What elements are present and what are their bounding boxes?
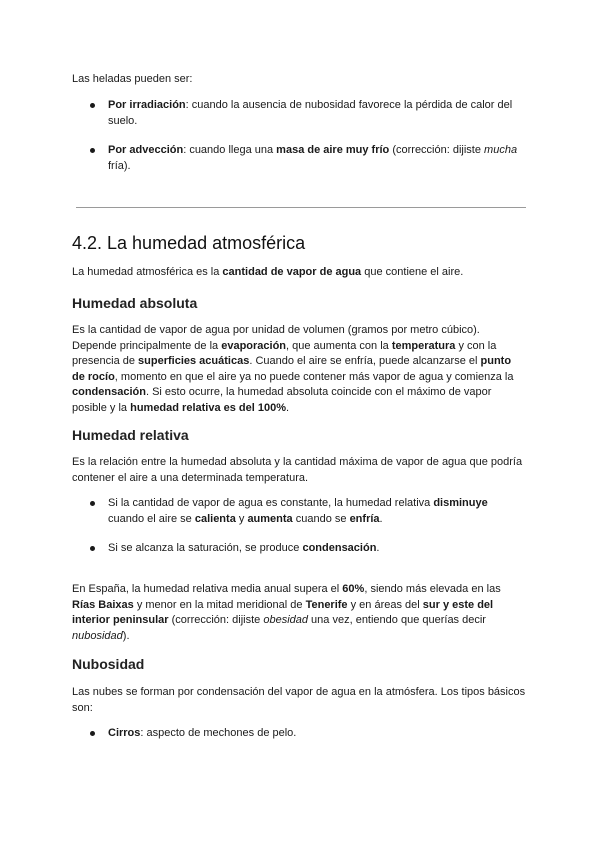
list-item: Si la cantidad de vapor de agua es constante, la humedad relativa disminuye cuando el aire se calienta y aumenta cuando se enfría. bbox=[72, 496, 526, 527]
section-intro: La humedad atmosférica es la cantidad de vapor de agua que contiene el aire. bbox=[72, 266, 464, 278]
relativa-paragraph: Es la relación entre la humedad absoluta y la cantidad máxima de vapor de agua que podría contener el aire a una determinada temperatura. bbox=[72, 456, 523, 484]
list-item: Por advección: cuando llega una masa de aire muy frío (corrección: dijiste mucha fría). bbox=[72, 143, 526, 174]
relativa-list-2 bbox=[72, 541, 526, 557]
list-item: Por irradiación: cuando la ausencia de nubosidad favorece la pérdida de calor del suelo. bbox=[72, 98, 526, 129]
horizontal-divider bbox=[76, 207, 526, 208]
heading-humedad-absoluta: Humedad absoluta bbox=[72, 295, 198, 311]
nubosidad-paragraph: Las nubes se forman por condensación del vapor de agua en la atmósfera. Los tipos básicos son: bbox=[72, 686, 526, 714]
nubosidad-list bbox=[72, 726, 526, 742]
intro-text: Las heladas pueden ser: bbox=[72, 73, 193, 85]
heladas-list bbox=[72, 98, 526, 129]
heading-nubosidad: Nubosidad bbox=[72, 656, 145, 672]
list-item: Si se alcanza la saturación, se produce condensación. bbox=[72, 541, 526, 557]
heading-humedad-relativa: Humedad relativa bbox=[72, 427, 189, 443]
list-item: Cirros: aspecto de mechones de pelo. bbox=[72, 726, 526, 742]
relativa-list bbox=[72, 496, 526, 527]
espana-paragraph: En España, la humedad relativa media anual supera el 60%, siendo más elevada en las Rías Baixas y menor en la mitad meridional de Tenerife y en áreas del sur y este del interior peninsular (corrección: dijiste obesidad una vez, entiendo que querías decir nubosidad). bbox=[72, 583, 501, 642]
heladas-list-2 bbox=[72, 143, 526, 174]
absoluta-paragraph: Es la cantidad de vapor de agua por unidad de volumen (gramos por metro cúbico). Depende principalmente de la evaporación, que aumenta con la temperatura y con la presencia de superficies acuáticas. Cuando el aire se enfría, puede alcanzarse el punto de rocío, momento en que el aire ya no puede contener más vapor de agua y comienza la condensación. Si esto ocurre, la humedad absoluta coincide con el máximo de vapor posible y la humedad relativa es del 100%. bbox=[72, 324, 514, 414]
section-title: 4.2. La humedad atmosférica bbox=[72, 233, 306, 253]
